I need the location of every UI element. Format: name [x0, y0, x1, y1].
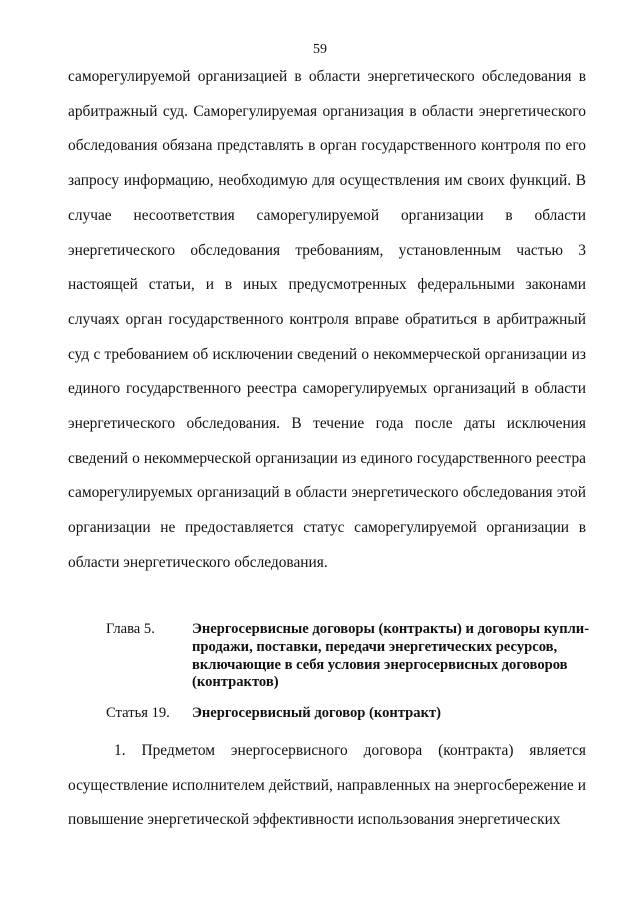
article-label: Статья 19.	[106, 705, 170, 721]
paragraph-continuation: саморегулируемой организацией в области энергетического обследования в арбитражный суд. Саморегулируемая организация в области энергетического обследования обязана представлять в орган государственного контроля по его запросу информацию, необходимую для осуществления им своих функций. В случае несоответствия саморегулируемой организации в области энергетического обследования требованиям, установленным частью 3 настоящей статьи, и в иных предусмотренных федеральными законами случаях орган государственного контроля вправе обратиться в арбитражный суд с требованием об исключении сведений о некоммерческой организации из единого государственного реестра саморегулируемых организаций в области энергетического обследования. В течение года после даты исключения сведений о некоммерческой организации из единого государственного реестра саморегулируемых организаций в области энергетического обследования этой организации не предоставляется статус саморегулируемой организации в области энергетического обследования.	[68, 68, 586, 571]
article-19-paragraph-1: 1. Предметом энергосервисного договора (контракта) является осуществление исполнителем действий, направленных на энергосбережение и повышение энергетической эффективности использования энергетических	[68, 742, 586, 829]
chapter-title: Энергосервисные договоры (контракты) и договоры купли-продажи, поставки, передачи энергетических ресурсов, включающие в себя условия энергосервисных договоров (контрактов)	[192, 621, 590, 691]
paragraph-continuation-block	[68, 60, 586, 581]
article-title: Энергосервисный договор (контракт)	[192, 705, 442, 721]
article-19-paragraph-block	[68, 734, 586, 838]
article-heading	[106, 705, 596, 723]
chapter-label: Глава 5.	[106, 621, 155, 637]
chapter-heading	[106, 621, 596, 692]
page-number: 59	[313, 42, 327, 57]
